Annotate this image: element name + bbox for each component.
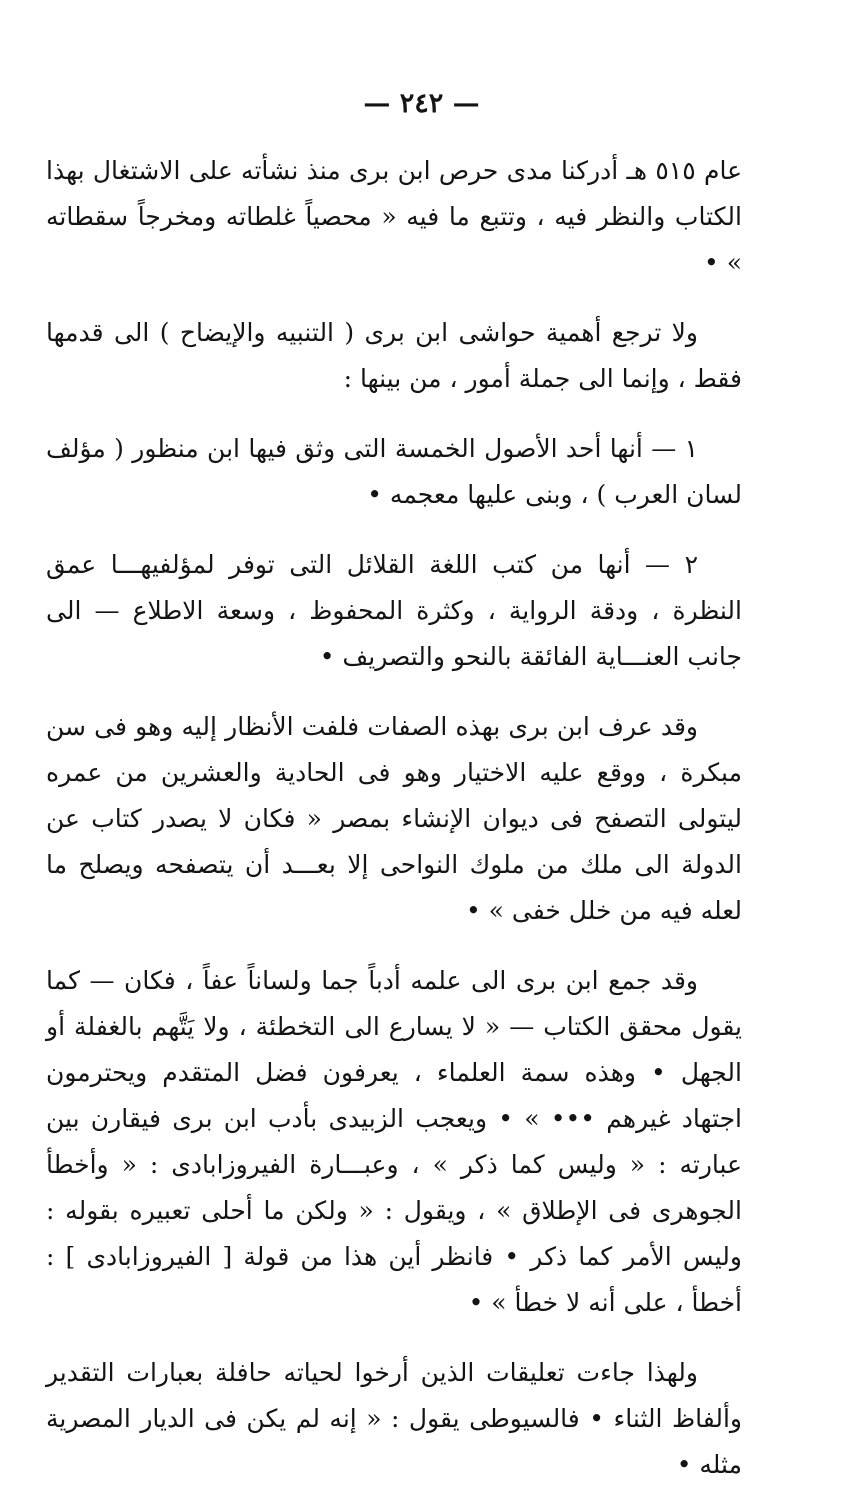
page-body	[46, 148, 742, 1488]
paragraph-3: ١ — أنها أحد الأصول الخمسة التى وثق فيها ابن منظور ( مؤلف لسان العرب ) ، وبنى عليها معجمه •	[46, 434, 742, 509]
paragraph-2: ولا ترجع أهمية حواشى ابن برى ( التنبيه والإيضاح ) الى قدمها فقط ، وإنما الى جملة أمور ، من بينها :	[46, 318, 742, 393]
paragraph-4: ٢ — أنها من كتب اللغة القلائل التى توفر لمؤلفيهـــا عمق النظرة ، ودقة الرواية ، وكثرة المحفوظ ، وسعة الاطلاع — الى جانب العنـــاية الفائقة بالنحو والتصريف •	[46, 550, 742, 671]
paragraph-7: ولهذا جاءت تعليقات الذين أرخوا لحياته حافلة بعبارات التقدير وألفاظ الثناء • فالسيوطى يقول : « إنه لم يكن فى الديار المصرية مثله •	[46, 1358, 742, 1479]
paragraph-6: وقد جمع ابن برى الى علمه أدباً جما ولساناً عفاً ، فكان — كما يقول محقق الكتاب — « لا يسارع الى التخطئة ، ولا يَتَّهم بالغفلة أو الجهل • وهذه سمة العلماء ، يعرفون فضل المتقدم ويحترمون اجتهاد غيرهم ••• » • ويعجب الزبيدى بأدب ابن برى فيقارن بين عبارته : « وليس كما ذكر » ، وعبـــارة الفيروزابادى : « وأخطأ الجوهرى فى الإطلاق » ، ويقول : « ولكن ما أحلى تعبيره بقوله : وليس الأمر كما ذكر • فانظر أين هذا من قولة [ الفيروزابادى ] : أخطأ ، على أنه لا خطأ » •	[46, 966, 742, 1317]
page-number: — ٢٤٢ —	[363, 88, 480, 119]
paragraph-1: عام ٥١٥ هـ أدركنا مدى حرص ابن برى منذ نشأته على الاشتغال بهذا الكتاب والنظر فيه ، وتتبع ما فيه « محصياً غلطاته ومخرجاً سقطاته » •	[46, 156, 742, 277]
paragraph-5: وقد عرف ابن برى بهذه الصفات فلفت الأنظار إليه وهو فى سن مبكرة ، ووقع عليه الاختيار وهو فى الحادية والعشرين من عمره ليتولى التصفح فى ديوان الإنشاء بمصر « فكان لا يصدر كتاب عن الدولة الى ملك من ملوك النواحى إلا بعـــد أن يتصفحه ويصلح ما لعله فيه من خلل خفى » •	[46, 712, 742, 925]
